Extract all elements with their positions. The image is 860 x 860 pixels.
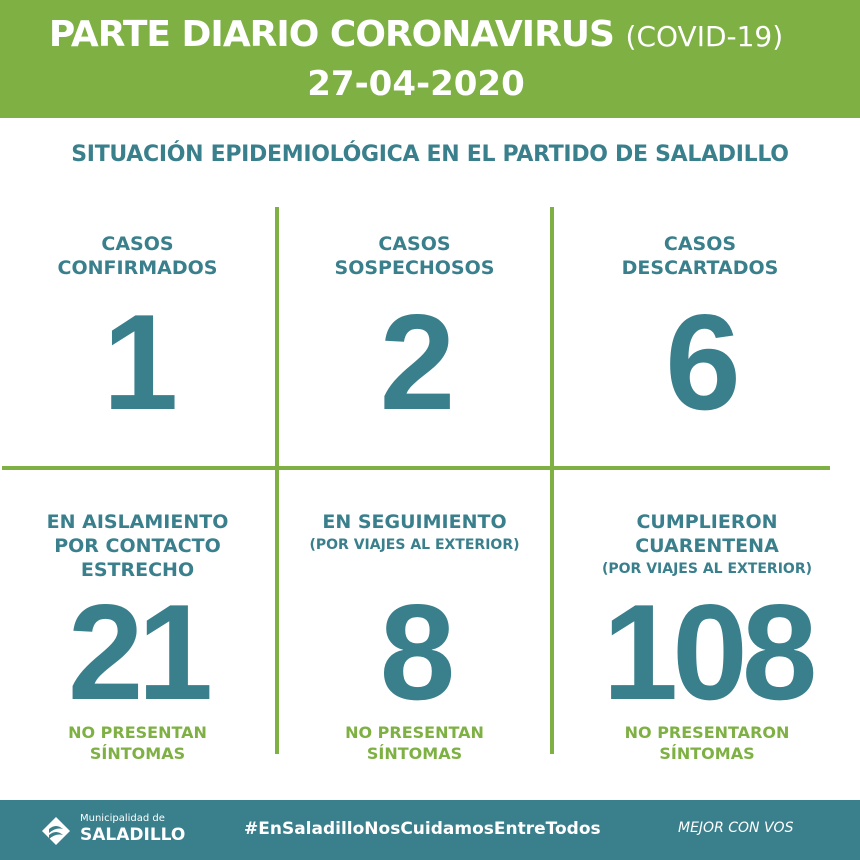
muni-big-text: SALADILLO — [80, 825, 186, 845]
cell-label-line1: CASOS — [378, 233, 451, 255]
footer-bar — [0, 800, 860, 860]
cell-casos-sospechosos — [279, 232, 550, 462]
muni-small-text: Municipalidad de — [80, 813, 165, 824]
cell-label-line2: DESCARTADOS — [621, 257, 779, 279]
municipality-logo-text — [80, 814, 185, 844]
cell-label-line1: EN AISLAMIENTO — [46, 511, 229, 533]
section-title: SITUACIÓN EPIDEMIOLÓGICA EN EL PARTIDO DE SALADILLO — [71, 142, 789, 167]
note-line2: SÍNTOMAS — [659, 744, 755, 763]
report-date: 27-04-2020 — [307, 64, 525, 104]
cell-casos-confirmados — [0, 232, 275, 462]
cell-note — [279, 722, 550, 764]
cell-label-line2: CONFIRMADOS — [57, 257, 218, 279]
cell-note — [0, 722, 275, 764]
note-line2: SÍNTOMAS — [366, 744, 463, 763]
cell-casos-descartados — [554, 232, 846, 462]
page-title — [0, 14, 832, 55]
cell-en-aislamiento — [0, 510, 275, 770]
cell-label-line1: EN SEGUIMIENTO — [322, 511, 507, 533]
cell-en-seguimiento — [279, 510, 550, 770]
cell-value: 21 — [67, 576, 208, 728]
cell-note — [554, 722, 860, 764]
cell-label-line1: CASOS — [663, 233, 737, 255]
cell-value: 108 — [602, 576, 812, 728]
cell-value: 8 — [379, 576, 450, 728]
cell-value: 6 — [665, 286, 735, 438]
cell-label-line2: SOSPECHOSOS — [334, 257, 495, 279]
cell-label-line2: POR CONTACTO — [54, 535, 221, 557]
slogan: MEJOR CON VOS — [678, 820, 794, 836]
title-subtitle: (COVID-19) — [625, 20, 784, 53]
cell-value: 2 — [379, 286, 450, 438]
title-text: PARTE DIARIO CORONAVIRUS — [48, 14, 614, 55]
note-line1: NO PRESENTAN — [68, 723, 207, 742]
cell-label-line3: ESTRECHO — [80, 559, 195, 581]
grid-divider-horizontal — [2, 466, 830, 470]
note-line1: NO PRESENTARON — [624, 723, 790, 742]
note-line1: NO PRESENTAN — [345, 723, 484, 742]
note-line2: SÍNTOMAS — [89, 744, 186, 763]
cell-label-paren: (POR VIAJES AL EXTERIOR) — [602, 561, 812, 577]
cell-label-line1: CUMPLIERON — [636, 511, 778, 533]
saladillo-logo-icon — [40, 815, 72, 847]
hashtag: #EnSaladilloNosCuidamosEntreTodos — [244, 819, 601, 839]
header-banner — [0, 0, 860, 118]
cell-value: 1 — [102, 286, 173, 438]
cell-label-line1: CASOS — [101, 233, 174, 255]
cell-cumplieron-cuarentena — [554, 510, 860, 770]
cell-label-line2: CUARENTENA — [635, 535, 779, 557]
cell-label-paren: (POR VIAJES AL EXTERIOR) — [309, 537, 520, 553]
